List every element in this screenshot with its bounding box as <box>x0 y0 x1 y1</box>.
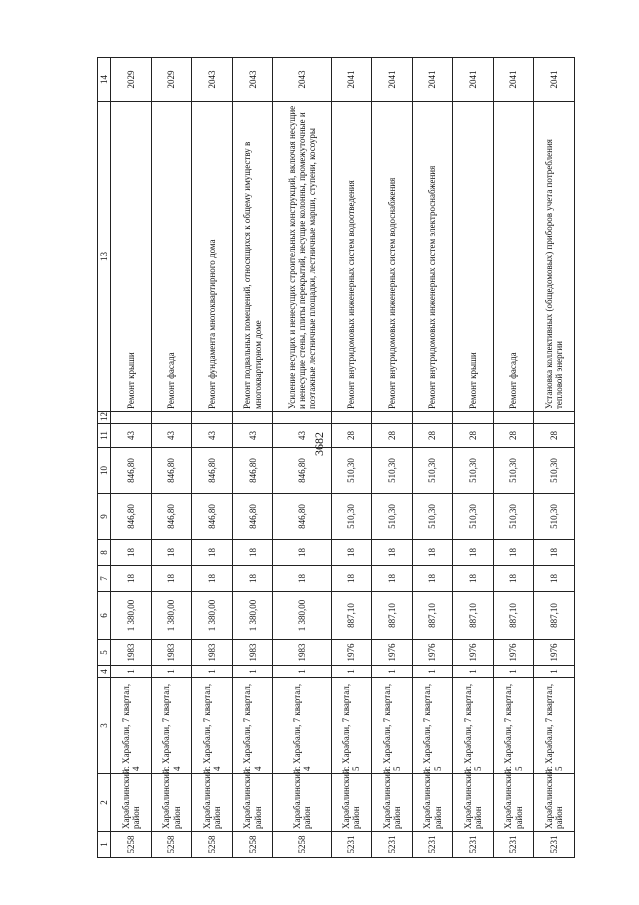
header-cell: 8 <box>98 540 111 566</box>
table-cell <box>534 412 575 424</box>
table-row <box>534 58 575 858</box>
table-cell: 1983 <box>192 640 233 666</box>
table-cell: 2043 <box>232 58 273 102</box>
table-cell: Ремонт фасада <box>151 102 192 412</box>
table-cell: 5258 <box>273 832 331 858</box>
table-cell: 2041 <box>493 58 534 102</box>
table-cell: 18 <box>111 540 152 566</box>
header-cell: 7 <box>98 566 111 592</box>
table-container <box>97 58 575 858</box>
table-cell: 510,30 <box>493 448 534 494</box>
table-cell: 1 <box>493 666 534 678</box>
table-cell: г. Харабали, 7 квартал, 4 <box>232 678 273 774</box>
table-cell: 1976 <box>493 640 534 666</box>
table-cell: г. Харабали, 7 квартал, 5 <box>331 678 372 774</box>
table-cell: 18 <box>232 566 273 592</box>
table-cell: 18 <box>412 566 453 592</box>
table-cell: 510,30 <box>534 494 575 540</box>
table-cell: 846,80 <box>232 448 273 494</box>
table-cell: 2041 <box>372 58 413 102</box>
table-cell: 5231 <box>453 832 494 858</box>
table-cell: 846,80 <box>151 448 192 494</box>
table-row <box>273 58 331 858</box>
table-cell: 1 380,00 <box>232 592 273 640</box>
table-cell: 1976 <box>372 640 413 666</box>
header-cell: 12 <box>98 412 111 424</box>
table-cell: 846,80 <box>111 494 152 540</box>
table-cell: 1 <box>273 666 331 678</box>
table-cell: 18 <box>534 566 575 592</box>
table-cell: 2041 <box>331 58 372 102</box>
table-row <box>412 58 453 858</box>
table-cell: 1976 <box>534 640 575 666</box>
table-cell: 1 380,00 <box>111 592 152 640</box>
table-cell: Ремонт внутридомовых инженерных систем водоотведения <box>331 102 372 412</box>
table-cell: 887,10 <box>453 592 494 640</box>
table-cell: 5231 <box>493 832 534 858</box>
table-cell: Харабалинский район <box>534 774 575 832</box>
table-cell: 2029 <box>151 58 192 102</box>
header-cell: 11 <box>98 424 111 448</box>
table-cell: Харабалинский район <box>493 774 534 832</box>
table-cell: Харабалинский район <box>331 774 372 832</box>
table-cell: 1 <box>372 666 413 678</box>
table-cell: 846,80 <box>111 448 152 494</box>
table-cell: 510,30 <box>331 494 372 540</box>
table-cell <box>372 412 413 424</box>
header-cell: 2 <box>98 774 111 832</box>
table-cell: 18 <box>273 566 331 592</box>
table-cell <box>493 412 534 424</box>
table-cell: 18 <box>192 566 233 592</box>
table-cell: Харабалинский район <box>111 774 152 832</box>
table-cell: Харабалинский район <box>453 774 494 832</box>
table-cell: 18 <box>493 566 534 592</box>
table-cell: 1983 <box>273 640 331 666</box>
table-cell: 846,80 <box>192 494 233 540</box>
table-cell: 510,30 <box>412 494 453 540</box>
table-cell: 18 <box>232 540 273 566</box>
table-cell <box>453 412 494 424</box>
table-cell: 43 <box>111 424 152 448</box>
table-cell: г. Харабали, 7 квартал, 4 <box>111 678 152 774</box>
table-cell: г. Харабали, 7 квартал, 5 <box>493 678 534 774</box>
table-cell: 510,30 <box>331 448 372 494</box>
table-cell: 887,10 <box>534 592 575 640</box>
header-cell: 10 <box>98 448 111 494</box>
table-cell: 1 <box>412 666 453 678</box>
table-cell: 18 <box>151 566 192 592</box>
table-cell: Ремонт фундамента многоквартирного дома <box>192 102 233 412</box>
table-cell: 18 <box>331 566 372 592</box>
page-number: 3682 <box>312 432 326 456</box>
table-cell: 846,80 <box>273 448 331 494</box>
table-row <box>232 58 273 858</box>
table-cell: 43 <box>151 424 192 448</box>
table-cell: 2029 <box>111 58 152 102</box>
table-cell: 1 <box>534 666 575 678</box>
table-cell: Ремонт внутридомовых инженерных систем водоснабжения <box>372 102 413 412</box>
header-cell: 13 <box>98 102 111 412</box>
table-cell: 1 <box>453 666 494 678</box>
table-cell: Харабалинский район <box>192 774 233 832</box>
table-cell: 18 <box>273 540 331 566</box>
table-cell <box>412 412 453 424</box>
table-cell: 510,30 <box>372 494 413 540</box>
table-cell: 5231 <box>331 832 372 858</box>
table-cell: 18 <box>331 540 372 566</box>
table-cell: 5258 <box>111 832 152 858</box>
header-cell: 4 <box>98 666 111 678</box>
table-row <box>151 58 192 858</box>
table-cell: 1 <box>232 666 273 678</box>
table-cell: 28 <box>453 424 494 448</box>
header-row <box>98 58 111 858</box>
table-cell: 1983 <box>232 640 273 666</box>
table-cell: 510,30 <box>453 448 494 494</box>
table-cell: 28 <box>493 424 534 448</box>
table-cell: 1983 <box>111 640 152 666</box>
table-cell: Ремонт крыши <box>111 102 152 412</box>
table-cell: 28 <box>372 424 413 448</box>
table-cell <box>151 412 192 424</box>
table-cell: 5258 <box>151 832 192 858</box>
table-cell: 510,30 <box>453 494 494 540</box>
table-cell: 1 380,00 <box>273 592 331 640</box>
table-cell: Ремонт подвальных помещений, относящихся к общему имуществу в многоквартирном доме <box>232 102 273 412</box>
table-cell: 510,30 <box>372 448 413 494</box>
table-cell: 846,80 <box>232 494 273 540</box>
table-cell: 18 <box>493 540 534 566</box>
table-cell: 1 380,00 <box>192 592 233 640</box>
table-cell: 887,10 <box>412 592 453 640</box>
table-cell <box>331 412 372 424</box>
table-cell: 18 <box>151 540 192 566</box>
table-cell: 18 <box>192 540 233 566</box>
table-cell: Ремонт фасада <box>493 102 534 412</box>
table-cell: Харабалинский район <box>151 774 192 832</box>
table-cell: Харабалинский район <box>412 774 453 832</box>
table-row <box>192 58 233 858</box>
table-cell: 1 <box>192 666 233 678</box>
table-cell: г. Харабали, 7 квартал, 5 <box>453 678 494 774</box>
header-cell: 9 <box>98 494 111 540</box>
table-cell: Харабалинский район <box>372 774 413 832</box>
table-cell: г. Харабали, 7 квартал, 5 <box>534 678 575 774</box>
table-cell: 1976 <box>412 640 453 666</box>
table-cell: 28 <box>534 424 575 448</box>
table-row <box>331 58 372 858</box>
table-cell: 1976 <box>453 640 494 666</box>
table-cell: 887,10 <box>331 592 372 640</box>
table-cell: 2041 <box>453 58 494 102</box>
table-cell: 1976 <box>331 640 372 666</box>
table-cell: г. Харабали, 7 квартал, 4 <box>192 678 233 774</box>
header-cell: 1 <box>98 832 111 858</box>
table-cell: 510,30 <box>534 448 575 494</box>
table-cell: г. Харабали, 7 квартал, 4 <box>273 678 331 774</box>
table-row <box>111 58 152 858</box>
table-cell: Ремонт внутридомовых инженерных систем электроснабжения <box>412 102 453 412</box>
table-cell: 5258 <box>192 832 233 858</box>
table-cell: 887,10 <box>493 592 534 640</box>
table-cell: 43 <box>273 424 331 448</box>
table-cell: 18 <box>372 566 413 592</box>
table-cell: 1 <box>151 666 192 678</box>
table-row <box>372 58 413 858</box>
table-cell: 2041 <box>534 58 575 102</box>
table-cell: 18 <box>453 540 494 566</box>
table-cell: Харабалинский район <box>232 774 273 832</box>
table-cell: 2043 <box>273 58 331 102</box>
table-cell: 5231 <box>412 832 453 858</box>
table-cell: 2041 <box>412 58 453 102</box>
table-cell: 5231 <box>534 832 575 858</box>
table-row <box>493 58 534 858</box>
table-cell: 1 <box>111 666 152 678</box>
table-cell: 43 <box>192 424 233 448</box>
table-cell: 887,10 <box>372 592 413 640</box>
table-cell: 1 <box>331 666 372 678</box>
table-cell: 510,30 <box>493 494 534 540</box>
table-cell: 43 <box>232 424 273 448</box>
table-cell: 18 <box>453 566 494 592</box>
table-cell: 846,80 <box>192 448 233 494</box>
table-cell: 5258 <box>232 832 273 858</box>
table-cell: 18 <box>534 540 575 566</box>
header-cell: 14 <box>98 58 111 102</box>
header-cell: 6 <box>98 592 111 640</box>
table-cell: 18 <box>412 540 453 566</box>
table-cell: 1983 <box>151 640 192 666</box>
table-cell: г. Харабали, 7 квартал, 5 <box>372 678 413 774</box>
repair-schedule-table <box>97 57 575 858</box>
table-cell: г. Харабали, 7 квартал, 4 <box>151 678 192 774</box>
table-cell: 28 <box>412 424 453 448</box>
table-cell: Ремонт крыши <box>453 102 494 412</box>
table-cell <box>232 412 273 424</box>
table-row <box>453 58 494 858</box>
table-cell: 1 380,00 <box>151 592 192 640</box>
table-cell: 28 <box>331 424 372 448</box>
table-cell: 510,30 <box>412 448 453 494</box>
table-cell: Харабалинский район <box>273 774 331 832</box>
table-cell: Установка коллективных (общедомовых) приборов учета потребления тепловой энергии <box>534 102 575 412</box>
table-cell: 846,80 <box>151 494 192 540</box>
table-cell: 5231 <box>372 832 413 858</box>
table-cell: г. Харабали, 7 квартал, 5 <box>412 678 453 774</box>
header-cell: 5 <box>98 640 111 666</box>
header-cell: 3 <box>98 678 111 774</box>
table-cell <box>111 412 152 424</box>
table-cell: Усиление несущих и ненесущих строительных конструкций, включая несущие и ненесущие стены, плиты перекрытий, несущие колонны, промежуточные и поэтажные лестничные площадки, лестничные марши, ступени, косоуры <box>273 102 331 412</box>
table-cell: 18 <box>111 566 152 592</box>
table-cell <box>192 412 233 424</box>
table-cell: 2043 <box>192 58 233 102</box>
table-cell: 18 <box>372 540 413 566</box>
table-cell: 846,80 <box>273 494 331 540</box>
table-cell <box>273 412 331 424</box>
